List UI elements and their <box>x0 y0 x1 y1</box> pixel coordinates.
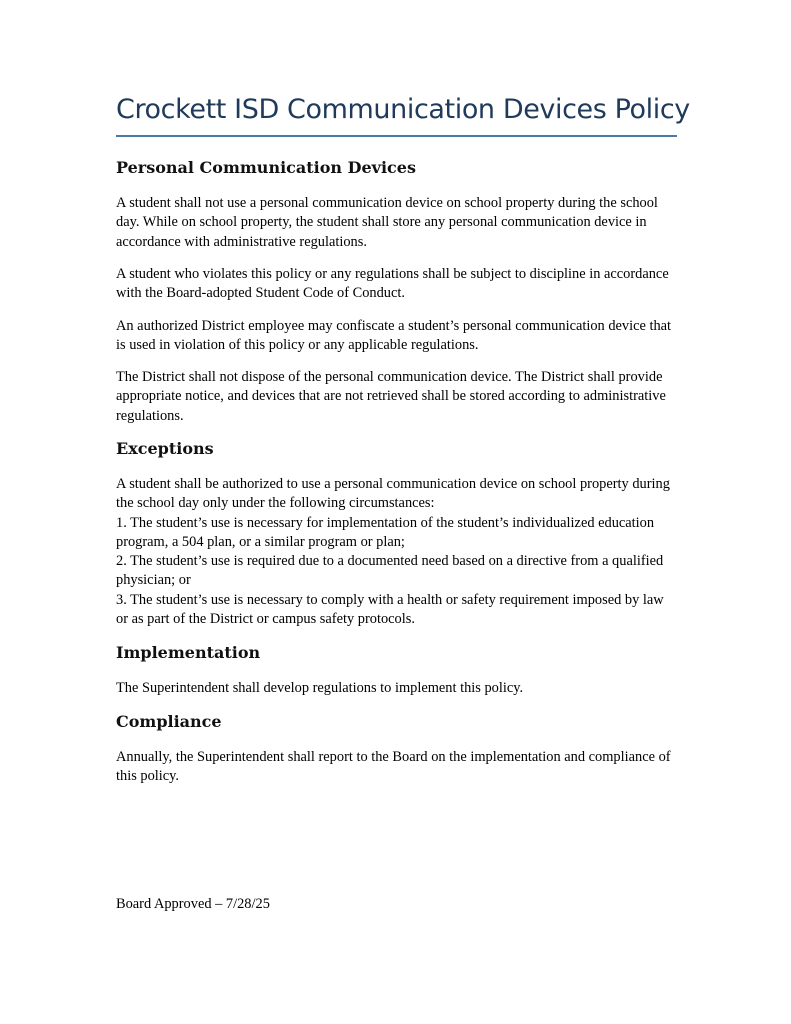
section-heading-exceptions: Exceptions <box>116 439 214 458</box>
title-divider <box>116 135 677 137</box>
section-heading-compliance: Compliance <box>116 712 222 731</box>
paragraph-discipline: A student who violates this policy or any regulations shall be subject to discipline in accordance with the Board-adopted Student Code of Conduct. <box>116 266 669 302</box>
approval-footer: Board Approved – 7/28/25 <box>116 896 270 912</box>
page-title: Crockett ISD Communication Devices Policy <box>116 94 690 125</box>
section-heading-implementation: Implementation <box>116 643 261 662</box>
exceptions-intro: A student shall be authorized to use a personal communication device on school property during the school day only under the following circumstances: <box>116 476 670 512</box>
section-heading-personal-devices: Personal Communication Devices <box>116 158 416 177</box>
exception-item: 1. The student’s use is necessary for implementation of the student’s individualized education program, a 504 plan, or a similar program or plan; <box>116 514 655 550</box>
paragraph-disposal: The District shall not dispose of the personal communication device. The District shall provide appropriate notice, and devices that are not retrieved shall be stored according to administrative regulations. <box>116 369 666 424</box>
paragraph-confiscation: An authorized District employee may confiscate a student’s personal communication device that is used in violation of this policy or any applicable regulations. <box>116 318 672 354</box>
paragraph-implementation: The Superintendent shall develop regulations to implement this policy. <box>116 680 524 696</box>
exception-item: 2. The student’s use is required due to a documented need based on a directive from a qualified physician; or <box>116 553 664 589</box>
exceptions-block <box>116 475 678 629</box>
paragraph-use-restriction: A student shall not use a personal communication device on school property during the school day. While on school property, the student shall store any personal communication device in accordance with administrative regulations. <box>116 195 658 250</box>
exception-item: 3. The student’s use is necessary to comply with a health or safety requirement imposed by law or as part of the District or campus safety protocols. <box>116 591 664 628</box>
paragraph-compliance: Annually, the Superintendent shall report to the Board on the implementation and compliance of this policy. <box>116 749 671 785</box>
